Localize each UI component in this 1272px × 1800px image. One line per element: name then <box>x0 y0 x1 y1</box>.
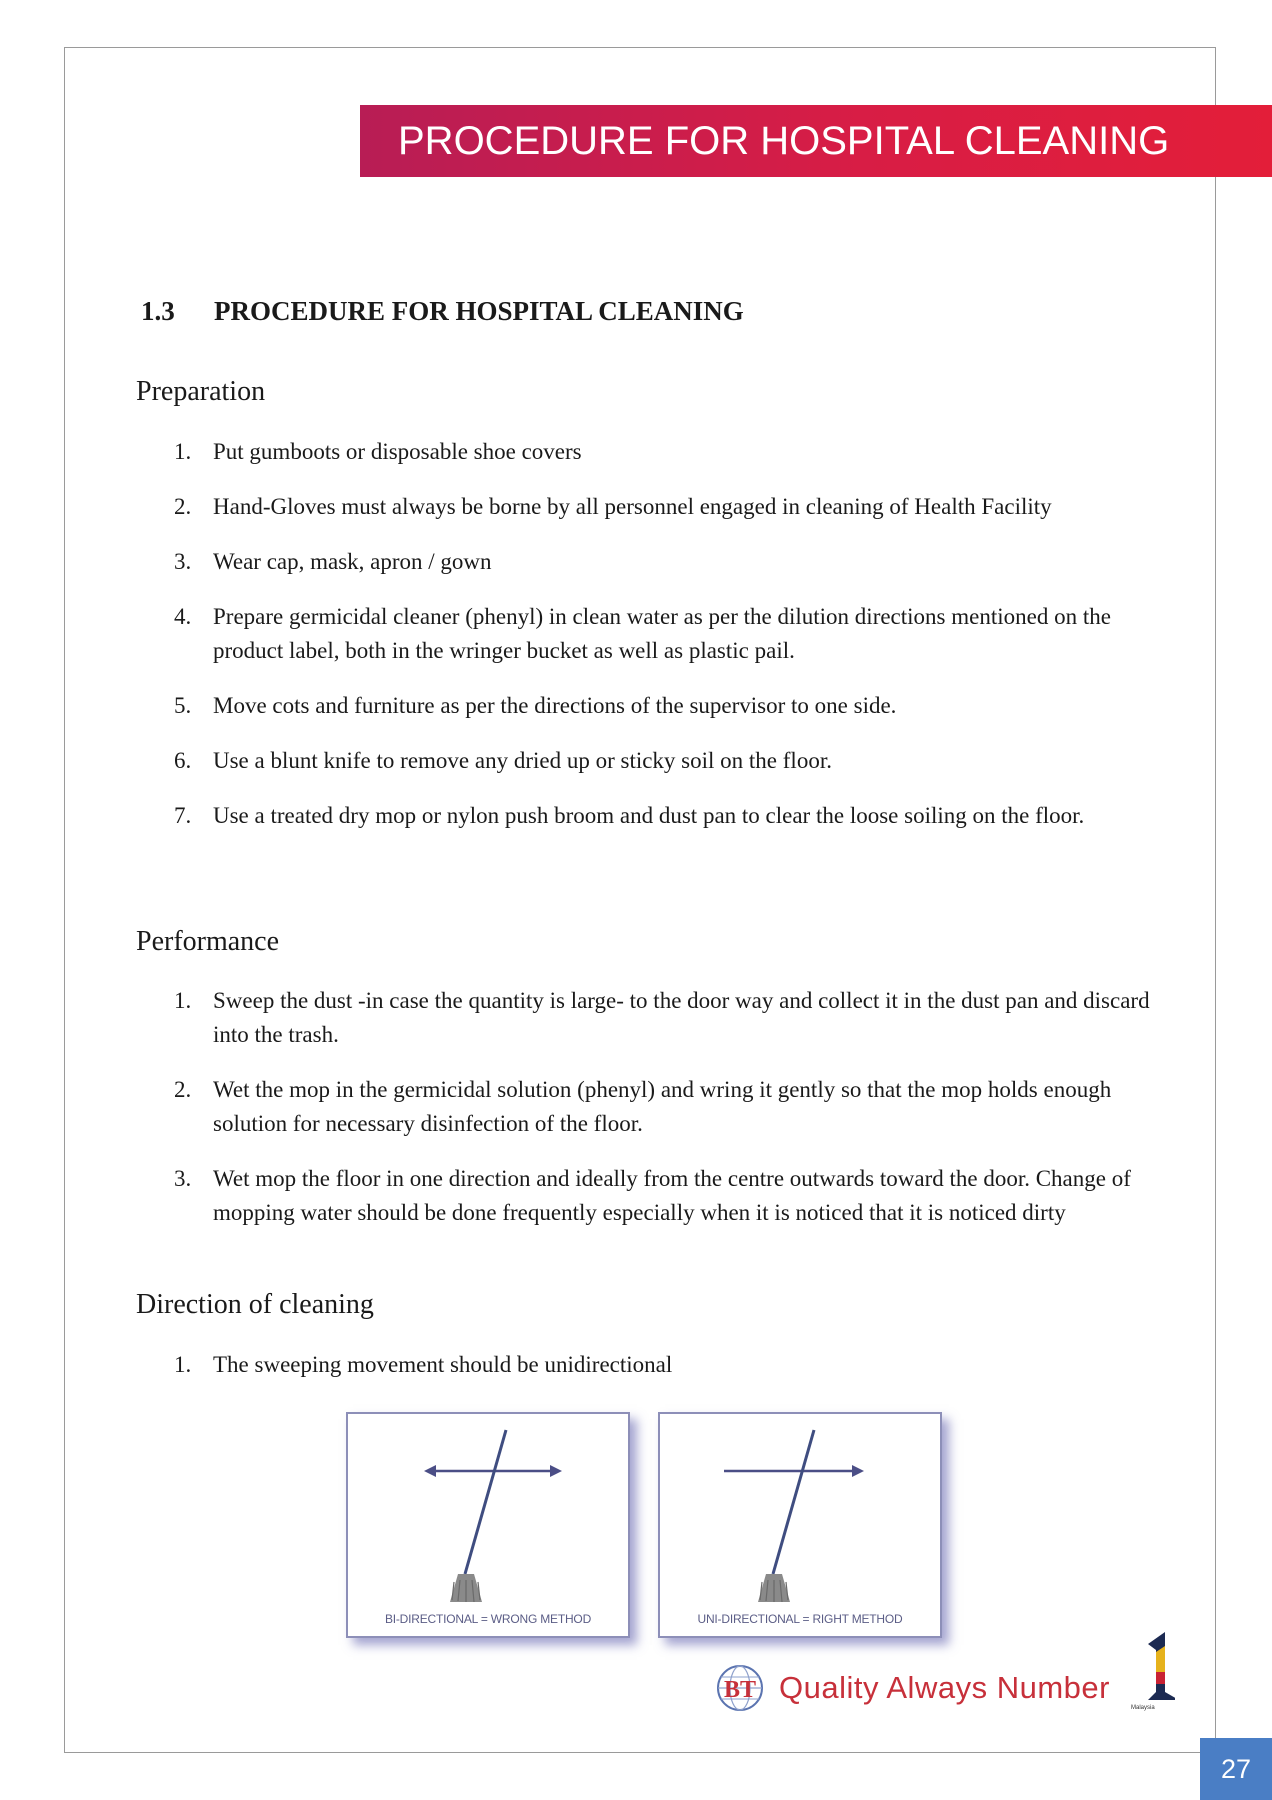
item-text: Sweep the dust -in case the quantity is large- to the door way and collect it in the dust pan and discard into the trash. <box>213 988 1150 1047</box>
item-number: 6. <box>174 748 192 773</box>
section-number: 1.3 <box>141 296 175 326</box>
direction-heading: Direction of cleaning <box>136 1289 374 1320</box>
list-item <box>0 1073 1272 1141</box>
item-number: 2. <box>174 494 192 519</box>
preparation-list <box>0 435 1272 854</box>
unidirectional-broom-illustration <box>660 1414 940 1636</box>
item-text: Wear cap, mask, apron / gown <box>213 549 492 574</box>
list-item <box>0 1162 1272 1230</box>
list-item <box>0 1348 1272 1382</box>
performance-list <box>0 984 1272 1251</box>
preparation-heading: Preparation <box>136 376 266 407</box>
item-text: Prepare germicidal cleaner (phenyl) in clean water as per the dilution directions mentioned on the product label, both in the wringer bucket as well as plastic pail. <box>213 604 1111 663</box>
item-number: 1. <box>174 988 192 1013</box>
item-text: Wet mop the floor in one direction and ideally from the centre outwards toward the door. Change of mopping water should be done frequently especially when it is noticed that it is noticed dirty <box>213 1166 1131 1225</box>
svg-text:BT: BT <box>723 1677 757 1703</box>
item-number: 1. <box>174 1352 192 1377</box>
item-number: 4. <box>174 604 192 629</box>
list-item <box>0 984 1272 1052</box>
item-number: 7. <box>174 803 192 828</box>
bidirectional-broom-illustration <box>348 1414 628 1636</box>
performance-heading: Performance <box>136 926 280 957</box>
section-title: PROCEDURE FOR HOSPITAL CLEANING <box>214 296 744 326</box>
item-text: Use a blunt knife to remove any dried up or sticky soil on the floor. <box>213 748 832 773</box>
item-number: 2. <box>174 1077 192 1102</box>
item-text: Use a treated dry mop or nylon push broom and dust pan to clear the loose soiling on the floor. <box>213 803 1085 828</box>
list-item <box>0 600 1272 668</box>
quality-logo <box>703 1626 1175 1712</box>
direction-list <box>0 1348 1272 1403</box>
list-item <box>0 744 1272 778</box>
list-item <box>0 490 1272 524</box>
item-text: The sweeping movement should be unidirectional <box>213 1352 673 1377</box>
item-text: Hand-Gloves must always be borne by all personnel engaged in cleaning of Health Facility <box>213 494 1052 519</box>
item-number: 1. <box>174 439 192 464</box>
list-item <box>0 435 1272 469</box>
section-heading <box>141 296 744 327</box>
item-number: 3. <box>174 1166 192 1191</box>
item-text: Put gumboots or disposable shoe covers <box>213 439 582 464</box>
item-number: 5. <box>174 693 192 718</box>
list-item <box>0 689 1272 723</box>
unidirectional-caption: UNI-DIRECTIONAL = RIGHT METHOD <box>697 1612 903 1626</box>
item-number: 3. <box>174 549 192 574</box>
list-item <box>0 799 1272 833</box>
page-number-badge: 27 <box>1200 1738 1272 1800</box>
bidirectional-panel <box>346 1412 630 1638</box>
logo-text: Quality Always Number <box>779 1670 1110 1705</box>
page-banner: PROCEDURE FOR HOSPITAL CLEANING <box>360 105 1272 177</box>
bidirectional-caption: BI-DIRECTIONAL = WRONG METHOD <box>384 1612 592 1626</box>
unidirectional-panel <box>658 1412 942 1638</box>
item-text: Move cots and furniture as per the directions of the supervisor to one side. <box>213 693 897 718</box>
list-item <box>0 545 1272 579</box>
svg-text:Malaysia: Malaysia <box>1131 1705 1155 1711</box>
item-text: Wet the mop in the germicidal solution (phenyl) and wring it gently so that the mop holds enough solution for necessary disinfection of the floor. <box>213 1077 1112 1136</box>
